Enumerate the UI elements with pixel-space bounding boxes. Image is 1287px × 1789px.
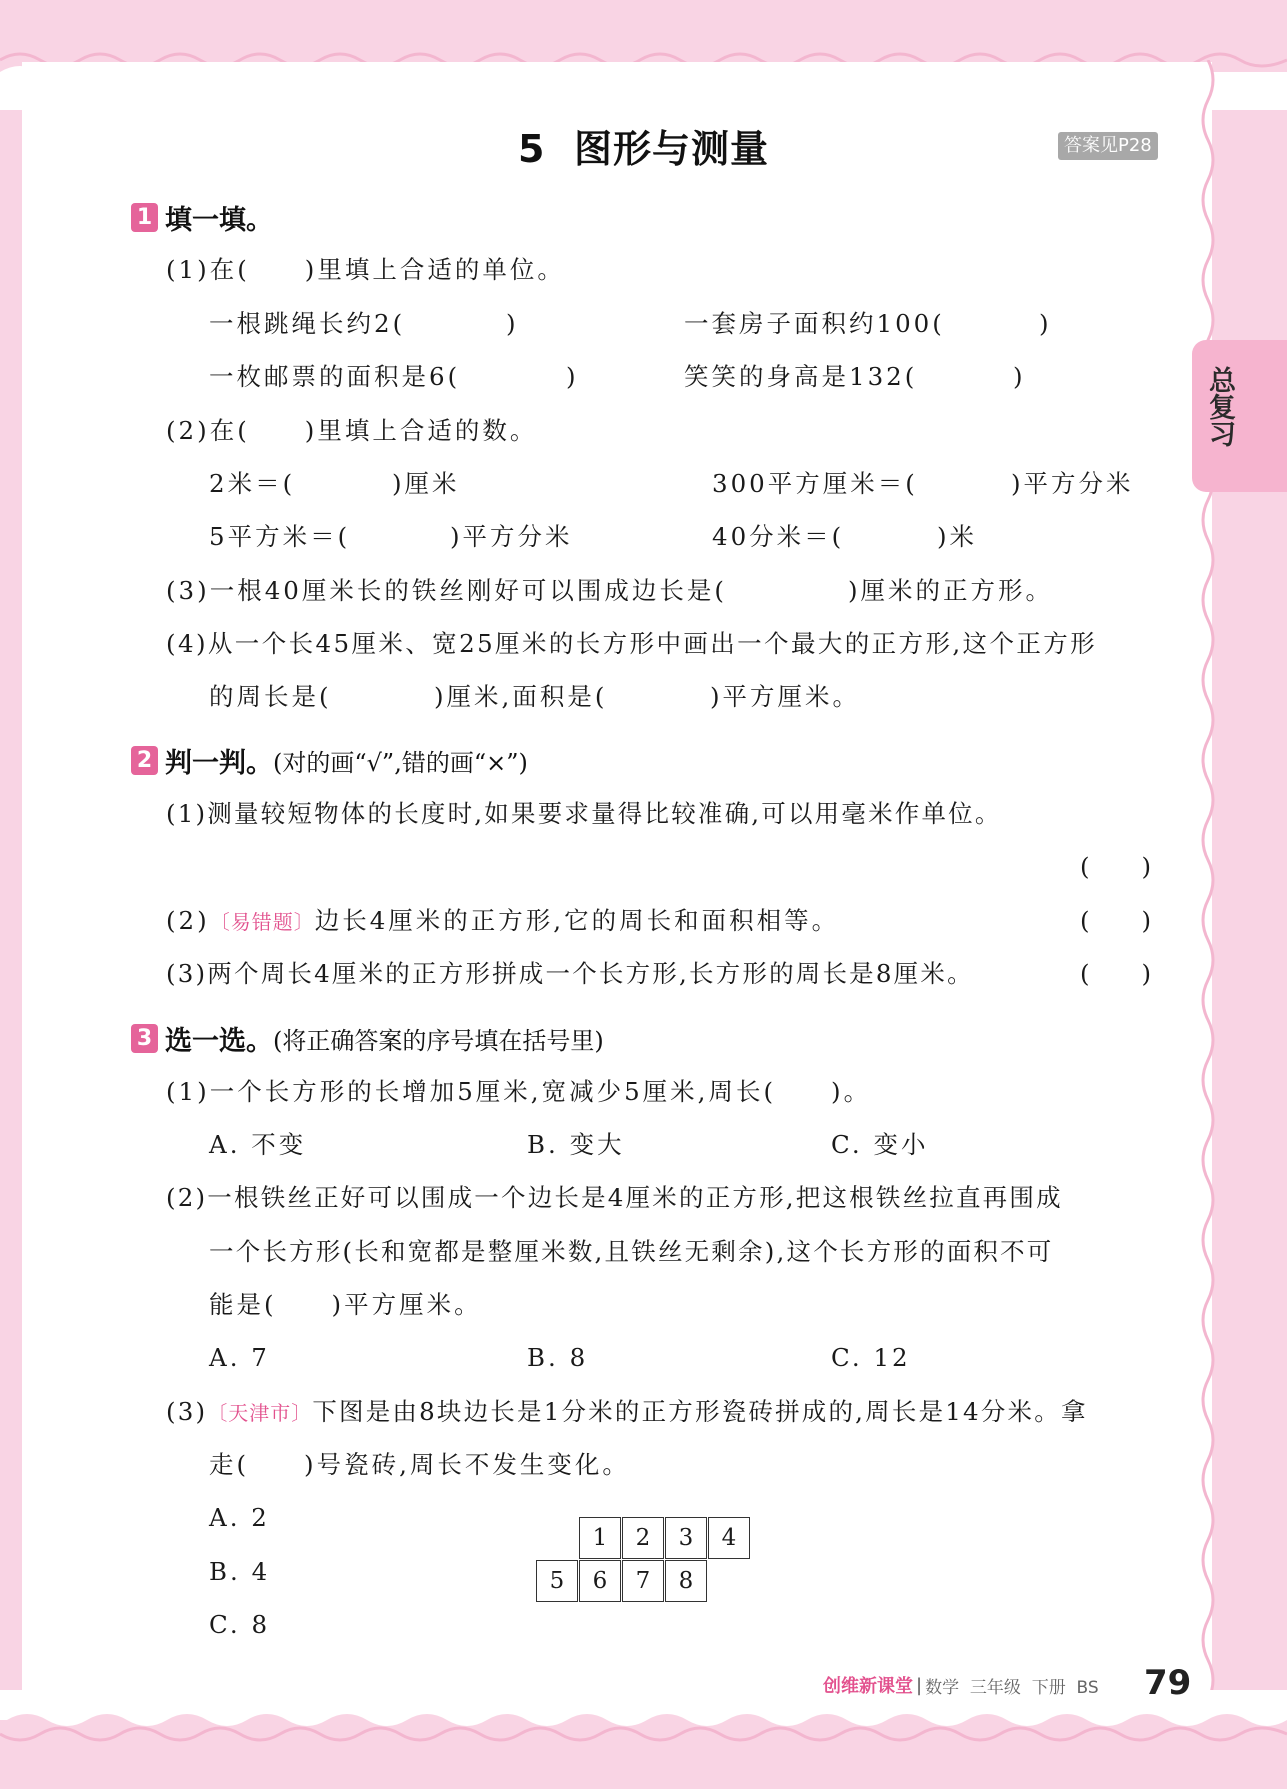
q1-part2: (2)在( )里填上合适的数。 xyxy=(166,416,538,445)
q1-part4-line2a: 的周长是( xyxy=(209,682,332,711)
q1-item-rope: 一根跳绳长约2( xyxy=(209,309,406,338)
footer-separator: | xyxy=(916,1674,923,1696)
tag-tianjin: 〔天津市〕 xyxy=(207,1401,313,1425)
option-a[interactable]: A. 不变 xyxy=(209,1130,307,1159)
q1-item-stamp: 一枚邮票的面积是6( xyxy=(209,362,461,391)
footer-subject: 数学 三年级 下册 BS xyxy=(925,1677,1099,1698)
option-b[interactable]: B. 变大 xyxy=(527,1130,625,1159)
question-number-badge: 1 xyxy=(131,203,158,232)
q1-item-height: 笑笑的身高是132( xyxy=(684,362,918,391)
q3-part2-line1: (2)一根铁丝正好可以围成一个边长是4厘米的正方形,把这根铁丝拉直再围成 xyxy=(166,1183,1063,1212)
option-a[interactable]: A. 2 xyxy=(209,1503,270,1532)
question-number-badge: 3 xyxy=(131,1024,158,1053)
q1-conv-c: 5平方米＝( xyxy=(209,522,351,551)
question-note: (将正确答案的序号填在括号里) xyxy=(273,1026,604,1055)
option-c[interactable]: C. 12 xyxy=(831,1343,911,1372)
q1-part3-end: )厘米的正方形。 xyxy=(848,576,1054,605)
answer-bracket[interactable]: ( ) xyxy=(1080,906,1153,935)
close-paren: ) xyxy=(1013,362,1023,391)
tile-5: 5 xyxy=(536,1560,578,1602)
q2-statement-2: (2)〔易错题〕边长4厘米的正方形,它的周长和面积相等。 xyxy=(166,906,840,935)
q1-conv-d-unit: )米 xyxy=(937,522,978,551)
close-paren: ) xyxy=(506,309,516,338)
question-title: 判一判。 xyxy=(165,747,273,779)
q1-part4-line2c: )平方厘米。 xyxy=(710,682,861,711)
side-tab-label: 总复习 xyxy=(1204,366,1235,447)
q3-part2-line3: 能是( )平方厘米。 xyxy=(209,1290,482,1319)
q1-conv-a: 2米＝( xyxy=(209,469,296,498)
close-paren: ) xyxy=(566,362,576,391)
q1-part4-line1: (4)从一个长45厘米、宽25厘米的长方形中画出一个最大的正方形,这个正方形 xyxy=(166,629,1098,658)
q3-part1: (1)一个长方形的长增加5厘米,宽减少5厘米,周长( )。 xyxy=(166,1077,872,1106)
tag-easy-mistake: 〔易错题〕 xyxy=(209,910,315,934)
question-title: 选一选。 xyxy=(165,1025,273,1057)
q1-part3: (3)一根40厘米长的铁丝刚好可以围成边长是( xyxy=(166,576,727,605)
page-number: 79 xyxy=(1144,1663,1192,1703)
q1-conv-b-unit: )平方分米 xyxy=(1011,469,1134,498)
q2-statement-1: (1)测量较短物体的长度时,如果要求量得比较准确,可以用毫米作单位。 xyxy=(166,799,1002,828)
q1-conv-a-unit: )厘米 xyxy=(392,469,460,498)
tile-4: 4 xyxy=(708,1517,750,1559)
q1-conv-d: 40分米＝( xyxy=(712,522,845,551)
answer-bracket[interactable]: ( ) xyxy=(1080,852,1153,881)
q3-part3-line2: 走( )号瓷砖,周长不发生变化。 xyxy=(209,1450,630,1479)
q1-part4-line2b: )厘米,面积是( xyxy=(434,682,608,711)
q1-conv-b: 300平方厘米＝( xyxy=(712,469,918,498)
option-c[interactable]: C. 变小 xyxy=(831,1130,929,1159)
q1-item-house: 一套房子面积约100( xyxy=(684,309,945,338)
tile-3: 3 xyxy=(665,1517,707,1559)
tile-7: 7 xyxy=(622,1560,664,1602)
page-footer xyxy=(823,1665,1099,1705)
q3-part2-line2: 一个长方形(长和宽都是整厘米数,且铁丝无剩余),这个长方形的面积不可 xyxy=(209,1237,1054,1266)
option-b[interactable]: B. 4 xyxy=(209,1557,271,1586)
tile-6: 6 xyxy=(579,1560,621,1602)
answer-reference-badge: 答案见P28 xyxy=(1058,132,1158,160)
tile-8: 8 xyxy=(665,1560,707,1602)
question-2-heading xyxy=(131,742,528,778)
option-a[interactable]: A. 7 xyxy=(209,1343,270,1372)
footer-brand: 创维新课堂 xyxy=(823,1676,913,1697)
tile-1: 1 xyxy=(579,1517,621,1559)
page-title: 5 图形与测量 xyxy=(518,127,769,171)
question-number-badge: 2 xyxy=(131,746,158,775)
q1-conv-c-unit: )平方分米 xyxy=(450,522,573,551)
question-title: 填一填。 xyxy=(165,204,273,236)
wavy-frame-right xyxy=(1198,60,1228,1710)
question-3-heading xyxy=(131,1020,604,1056)
q2-statement-3: (3)两个周长4厘米的正方形拼成一个长方形,长方形的周长是8厘米。 xyxy=(166,959,974,988)
option-b[interactable]: B. 8 xyxy=(527,1343,589,1372)
q3-part3-line1: (3)〔天津市〕下图是由8块边长是1分米的正方形瓷砖拼成的,周长是14分米。拿 xyxy=(166,1397,1088,1426)
question-1-heading xyxy=(131,199,273,235)
q1-part1: (1)在( )里填上合适的单位。 xyxy=(166,255,565,284)
question-note: (对的画“√”,错的画“×”) xyxy=(273,748,528,777)
tile-2: 2 xyxy=(622,1517,664,1559)
close-paren: ) xyxy=(1039,309,1049,338)
option-c[interactable]: C. 8 xyxy=(209,1610,271,1639)
answer-bracket[interactable]: ( ) xyxy=(1080,959,1153,988)
